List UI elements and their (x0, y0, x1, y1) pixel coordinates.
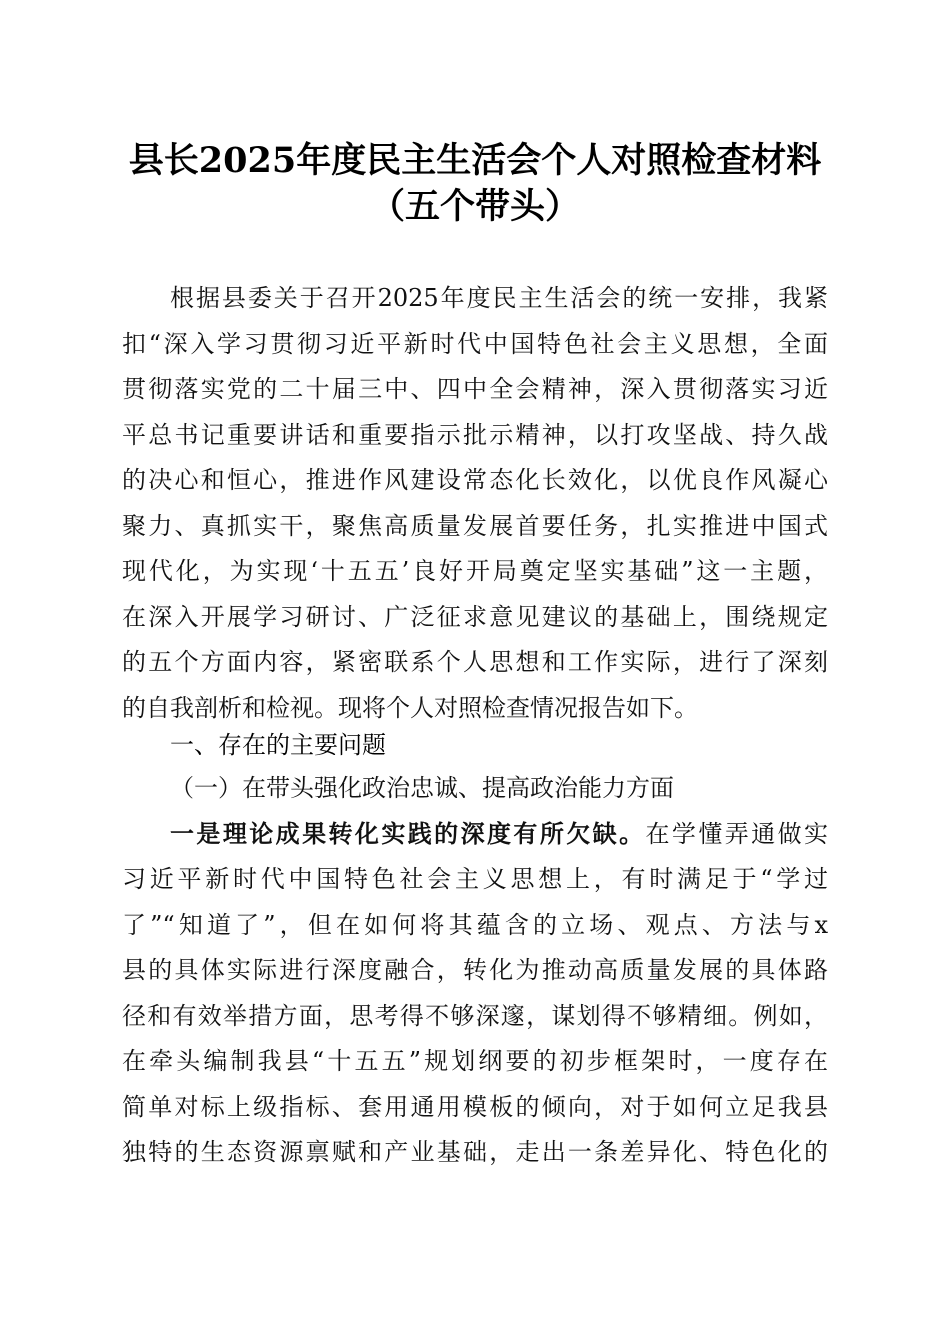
intro-line: 的决心和恒心，推进作风建设常态化长效化，以优良作风凝心 (122, 466, 828, 494)
point-line: 在牵头编制我县“十五五”规划纲要的初步框架时，一度存在 (122, 1047, 828, 1075)
point-line: 径和有效举措方面，思考得不够深邃，谋划得不够精细。例如， (122, 1002, 828, 1030)
intro-line: 根据县委关于召开2025年度民主生活会的统一安排，我紧 (170, 284, 828, 312)
point-line: 了”“知道了”，但在如何将其蕴含的立场、观点、方法与x (122, 911, 828, 939)
intro-line: 在深入开展学习研讨、广泛征求意见建议的基础上，围绕规定 (122, 603, 828, 631)
document-subtitle: （五个带头） (369, 186, 580, 227)
point-line: 习近平新时代中国特色社会主义思想上，有时满足于“学过 (122, 865, 828, 893)
subsection-heading: （一）在带头强化政治忠诚、提高政治能力方面 (170, 774, 674, 802)
point-line: 简单对标上级指标、套用通用模板的倾向，对于如何立足我县 (122, 1093, 828, 1121)
intro-line: 平总书记重要讲话和重要指示批示精神，以打攻坚战、持久战 (122, 421, 828, 449)
intro-line: 聚力、真抓实干，聚焦高质量发展首要任务，扎实推进中国式 (122, 512, 828, 540)
intro-line: 的自我剖析和检视。现将个人对照检查情况报告如下。 (122, 694, 698, 722)
point-line (170, 811, 828, 857)
intro-line: 的五个方面内容，紧密联系个人思想和工作实际，进行了深刻 (122, 648, 828, 676)
intro-line: 贯彻落实党的二十届三中、四中全会精神，深入贯彻落实习近 (122, 375, 828, 403)
point-line: 县的具体实际进行深度融合，转化为推动高质量发展的具体路 (122, 956, 828, 984)
section-heading: 一、存在的主要问题 (170, 731, 386, 759)
point-line: 独特的生态资源禀赋和产业基础，走出一条差异化、特色化的 (122, 1138, 828, 1166)
intro-line: 现代化，为实现‘十五五’良好开局奠定坚实基础”这一主题， (122, 557, 828, 585)
intro-line: 扣“深入学习贯彻习近平新时代中国特色社会主义思想，全面 (122, 330, 828, 358)
point-lead: 一是理论成果转化实践的深度有所欠缺。 (170, 819, 646, 848)
point-text: 在学懂弄通做实 (645, 820, 828, 848)
document-title: 县长2025年度民主生活会个人对照检查材料 (128, 140, 822, 181)
